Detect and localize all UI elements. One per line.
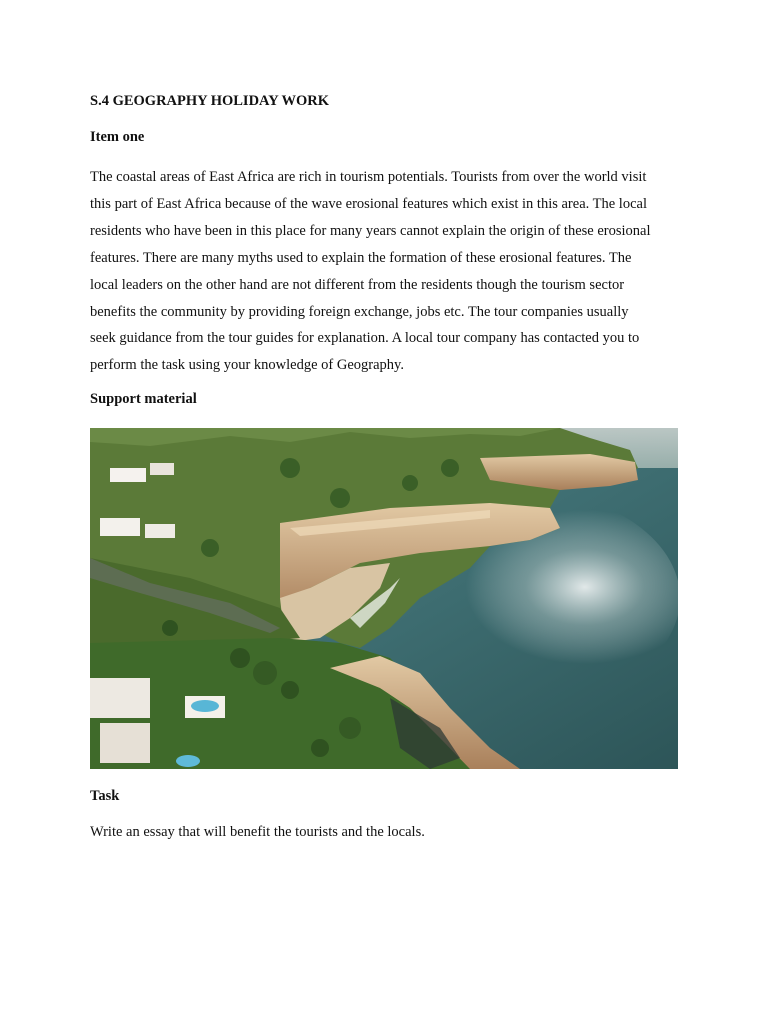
paragraph-line: residents who have been in this place for many years cannot explain the origin of these erosional [90, 222, 651, 239]
paragraph-line: perform the task using your knowledge of Geography. [90, 357, 404, 374]
coastal-cliffs-photo [90, 428, 678, 769]
document-title: S.4 GEOGRAPHY HOLIDAY WORK [90, 93, 330, 109]
paragraph-line: local leaders on the other hand are not different from the residents though the tourism sector [90, 276, 625, 293]
paragraph-line: The coastal areas of East Africa are rich in tourism potentials. Tourists from over the world visit [90, 169, 647, 185]
paragraph-line: seek guidance from the tour guides for explanation. A local tour company has contacted you to [90, 330, 640, 347]
paragraph-line: benefits the community by providing foreign exchange, jobs etc. The tour companies usually [90, 303, 629, 320]
item-one-heading: Item one [90, 129, 145, 145]
pool [191, 700, 219, 712]
support-material-heading: Support material [90, 391, 197, 407]
paragraph-line: features. There are many myths used to explain the formation of these erosional features. The [90, 249, 632, 266]
scenario-paragraph [90, 164, 680, 379]
task-heading: Task [90, 788, 120, 804]
paragraph-line: this part of East Africa because of the wave erosional features which exist in this area. The local [90, 195, 647, 212]
task-instruction: Write an essay that will benefit the tourists and the locals. [90, 824, 425, 840]
